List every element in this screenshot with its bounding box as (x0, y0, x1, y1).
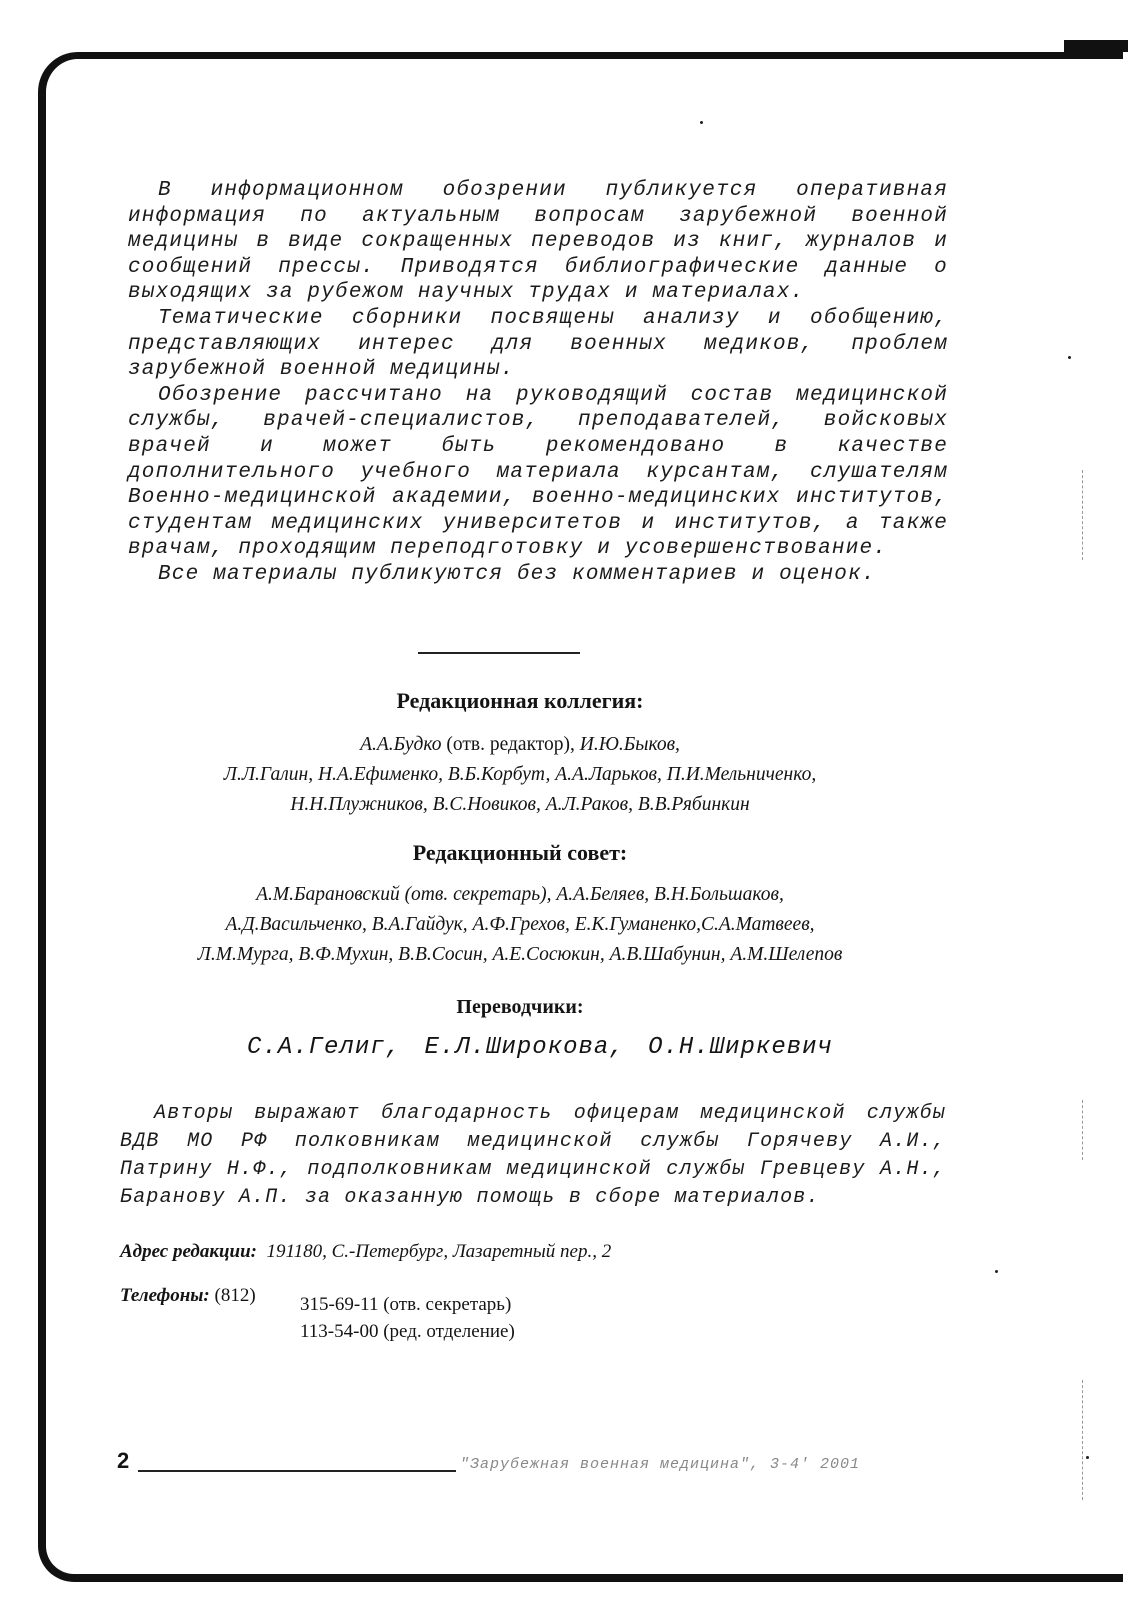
footer-rule (138, 1470, 456, 1472)
phones-label: Телефоны: (120, 1285, 210, 1306)
board-heading: Редакционная коллегия: (396, 688, 644, 713)
scan-artifact-line (1082, 1100, 1084, 1160)
council-heading: Редакционный совет: (412, 840, 628, 865)
translators-names: С.А.Гелиг, Е.Л.Широкова, О.Н.Ширкевич (247, 1034, 833, 1061)
scan-speck (1068, 356, 1071, 359)
address (120, 1241, 611, 1263)
scan-artifact-line (1082, 1380, 1084, 1500)
phones (120, 1285, 256, 1307)
board-line: Л.Л.Галин, Н.А.Ефименко, В.Б.Корбут, А.А.Ларьков, П.И.Мельниченко, (223, 764, 817, 785)
board-chief-role: (отв. редактор), (446, 734, 575, 755)
intro-text (128, 178, 948, 588)
intro-paragraph: Тематические сборники посвящены анализу и обобщению, представляющих интерес для военных медиков, проблем зарубежной военной медицины. (128, 306, 948, 382)
board-member: И.Ю.Быков, (579, 734, 680, 755)
acknowledgement-text: Авторы выражают благодарность офицерам медицинской службы ВДВ МО РФ полковникам медицинской службы Горячеву А.И., Патрину Н.Ф., подполковникам медицинской службы Гревцеву А.Н., Баранову А.П. за оказанную помощь в сборе материалов. (120, 1102, 946, 1209)
scan-speck (700, 121, 703, 124)
scan-edge (1064, 40, 1128, 72)
council-line: А.Д.Васильченко, В.А.Гайдук, А.Ф.Грехов, Е.К.Гуманенко,С.А.Матвеев, (225, 914, 815, 935)
footer-publication: "Зарубежная военная медицина", 3-4' 2001 (460, 1456, 861, 1473)
council-line: А.М.Барановский (отв. секретарь), А.А.Беляев, В.Н.Большаков, (256, 884, 784, 905)
scan-speck (995, 1270, 998, 1273)
scan-speck (1086, 1456, 1089, 1459)
intro-paragraph: В информационном обозрении публикуется оперативная информация по актуальным вопросам зарубежной военной медицины в виде сокращенных переводов из книг, журналов и сообщений прессы. Приводятся библиографические данные о выходящих за рубежом научных трудах и материалах. (128, 179, 948, 305)
phones-code: (812) (214, 1285, 256, 1306)
council-line: Л.М.Мурга, В.Ф.Мухин, В.В.Сосин, А.Е.Сосюкин, А.В.Шабунин, А.М.Шелепов (197, 944, 843, 965)
address-label: Адрес редакции: (120, 1241, 258, 1262)
phones-list (300, 1291, 515, 1345)
board-line (120, 730, 920, 760)
acknowledgement (120, 1100, 946, 1212)
council-members (120, 880, 920, 970)
phone-line: 113-54-00 (ред. отделение) (300, 1321, 515, 1342)
translators-heading: Переводчики: (456, 996, 584, 1018)
board-chief: А.А.Будко (360, 734, 442, 755)
board-members (120, 730, 920, 820)
intro-paragraph: Обозрение рассчитано на руководящий состав медицинской службы, врачей-специалистов, преподавателей, войсковых врачей и может быть рекомендовано в качестве дополнительного учебного материала курсантам, слушателям Военно-медицинской академии, военно-медицинских институтов, студентам медицинских университетов и институтов, а также врачам, проходящим переподготовку и усовершенствование. (128, 383, 948, 561)
phone-line: 315-69-11 (отв. секретарь) (300, 1294, 512, 1315)
section-divider (418, 652, 580, 654)
intro-paragraph: Все материалы публикуются без комментариев и оценок. (158, 562, 876, 586)
page-number: 2 (117, 1448, 130, 1473)
address-value: 191180, С.-Петербург, Лазаретный пер., 2 (266, 1241, 612, 1262)
scan-artifact-line (1082, 470, 1084, 560)
board-line: Н.Н.Плужников, В.С.Новиков, А.Л.Раков, В.В.Рябинкин (290, 794, 750, 815)
